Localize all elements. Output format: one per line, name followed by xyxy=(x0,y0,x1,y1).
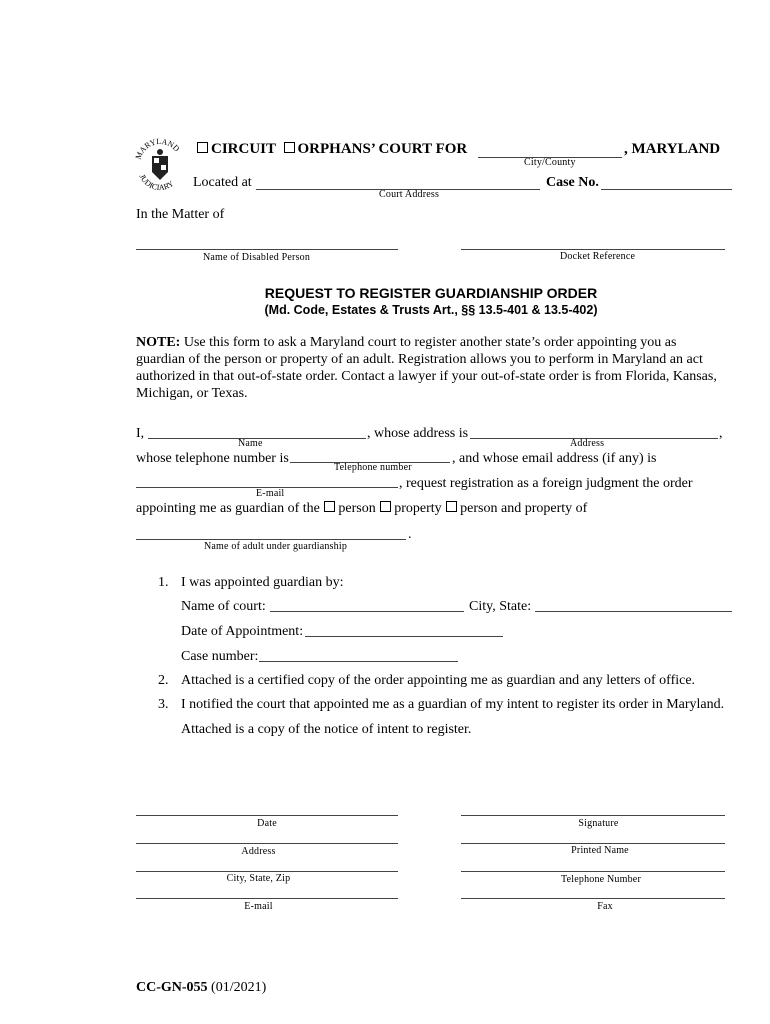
svg-text:MARYLAND: MARYLAND xyxy=(134,136,182,161)
maryland-label: , MARYLAND xyxy=(624,141,721,157)
disabled-person-caption: Name of Disabled Person xyxy=(203,252,311,263)
form-title: REQUEST TO REGISTER GUARDIANSHIP ORDER xyxy=(264,285,598,301)
court-type-line xyxy=(196,141,467,158)
signature-caption: Signature xyxy=(578,818,619,829)
maryland-judiciary-seal xyxy=(134,134,186,194)
date-of-appointment-field[interactable] xyxy=(305,636,503,637)
item-1-text: I was appointed guardian by: xyxy=(181,575,344,590)
telephone-caption: Telephone number xyxy=(334,462,412,473)
circuit-label: CIRCUIT xyxy=(211,141,276,157)
fax-field[interactable] xyxy=(461,898,725,899)
circuit-checkbox[interactable] xyxy=(197,142,208,153)
case-number-field[interactable] xyxy=(259,661,458,662)
email-sig-caption: E-mail xyxy=(244,901,273,912)
form-revision: (01/2021) xyxy=(207,980,267,995)
city-state-zip-caption: City, State, Zip xyxy=(226,873,291,884)
docket-reference-caption: Docket Reference xyxy=(560,251,636,262)
svg-text:JUDICIARY: JUDICIARY xyxy=(137,172,176,193)
item-3-text-continued: Attached is a copy of the notice of intent to register. xyxy=(181,722,472,737)
telephone-sig-caption: Telephone Number xyxy=(561,874,641,885)
property-option-label: property xyxy=(394,501,442,516)
whose-email-label: , and whose email address (if any) is xyxy=(452,451,657,466)
item-3-number: 3. xyxy=(158,697,169,712)
email-caption: E-mail xyxy=(256,488,285,499)
email-sig-field[interactable] xyxy=(136,898,398,899)
address-caption: Address xyxy=(570,438,605,449)
i-label: I, xyxy=(136,426,145,441)
property-checkbox[interactable] xyxy=(380,501,391,512)
address-field[interactable] xyxy=(136,843,398,844)
adult-name-field[interactable] xyxy=(136,539,406,540)
request-registration-label: , request registration as a foreign judgment the order xyxy=(399,476,693,491)
case-no-field[interactable] xyxy=(601,189,732,190)
person-and-property-checkbox[interactable] xyxy=(446,501,457,512)
date-caption: Date xyxy=(257,818,277,829)
printed-name-field[interactable] xyxy=(461,843,725,844)
item-1-number: 1. xyxy=(158,575,169,590)
appointing-me-label: appointing me as guardian of the xyxy=(136,501,320,516)
case-no-label: Case No. xyxy=(546,175,599,190)
city-state-label: City, State: xyxy=(469,599,532,614)
date-of-appointment-label: Date of Appointment: xyxy=(181,624,304,639)
court-address-caption: Court Address xyxy=(379,189,440,200)
address-sig-caption: Address xyxy=(241,846,276,857)
telephone-sig-field[interactable] xyxy=(461,871,725,872)
note-paragraph xyxy=(136,334,726,402)
city-state-field[interactable] xyxy=(535,611,732,612)
orphans-court-label: ORPHANS’ COURT FOR xyxy=(297,141,468,157)
form-number: CC-GN-055 xyxy=(136,980,208,995)
orphans-court-checkbox[interactable] xyxy=(284,142,295,153)
person-option-label: person xyxy=(338,501,376,516)
city-state-zip-field[interactable] xyxy=(136,871,398,872)
adult-name-caption: Name of adult under guardianship xyxy=(204,541,348,552)
fax-caption: Fax xyxy=(597,901,613,912)
comma-label: , xyxy=(719,426,723,441)
note-label: NOTE: xyxy=(136,335,181,350)
person-checkbox[interactable] xyxy=(324,501,335,512)
form-number-footer xyxy=(136,980,266,996)
whose-address-label: , whose address is xyxy=(367,426,469,441)
case-number-label: Case number: xyxy=(181,649,259,664)
appointing-line xyxy=(136,501,587,517)
person-and-property-option-label: person and property of xyxy=(460,501,588,516)
note-text: Use this form to ask a Maryland court to register another state’s order appointing you as guardian of the person or property of an adult. Registration allows you to perform in Maryland an act authorized in that out-of-state order. Contact a lawyer if your out-of-state order is from Florida, Kansas, Michigan, or Texas. xyxy=(136,335,717,401)
name-caption: Name xyxy=(238,438,263,449)
in-the-matter-of-label: In the Matter of xyxy=(136,207,225,222)
disabled-person-name-field[interactable] xyxy=(136,249,398,250)
date-field[interactable] xyxy=(136,815,398,816)
docket-reference-field[interactable] xyxy=(461,249,725,250)
name-of-court-label: Name of court: xyxy=(181,599,266,614)
signature-field[interactable] xyxy=(461,815,725,816)
item-2-number: 2. xyxy=(158,673,169,688)
item-3-text: I notified the court that appointed me as a guardian of my intent to register its order in Maryland. xyxy=(181,697,725,712)
name-of-court-field[interactable] xyxy=(270,611,464,612)
printed-name-caption: Printed Name xyxy=(571,845,629,856)
form-subtitle: (Md. Code, Estates & Trusts Art., §§ 13.5-401 & 13.5-402) xyxy=(264,303,598,317)
whose-telephone-label: whose telephone number is xyxy=(136,451,289,466)
period-label: . xyxy=(408,527,412,542)
item-2-text: Attached is a certified copy of the order appointing me as guardian and any letters of office. xyxy=(181,673,696,688)
located-at-label: Located at xyxy=(193,175,252,190)
city-county-caption: City/County xyxy=(524,157,576,168)
